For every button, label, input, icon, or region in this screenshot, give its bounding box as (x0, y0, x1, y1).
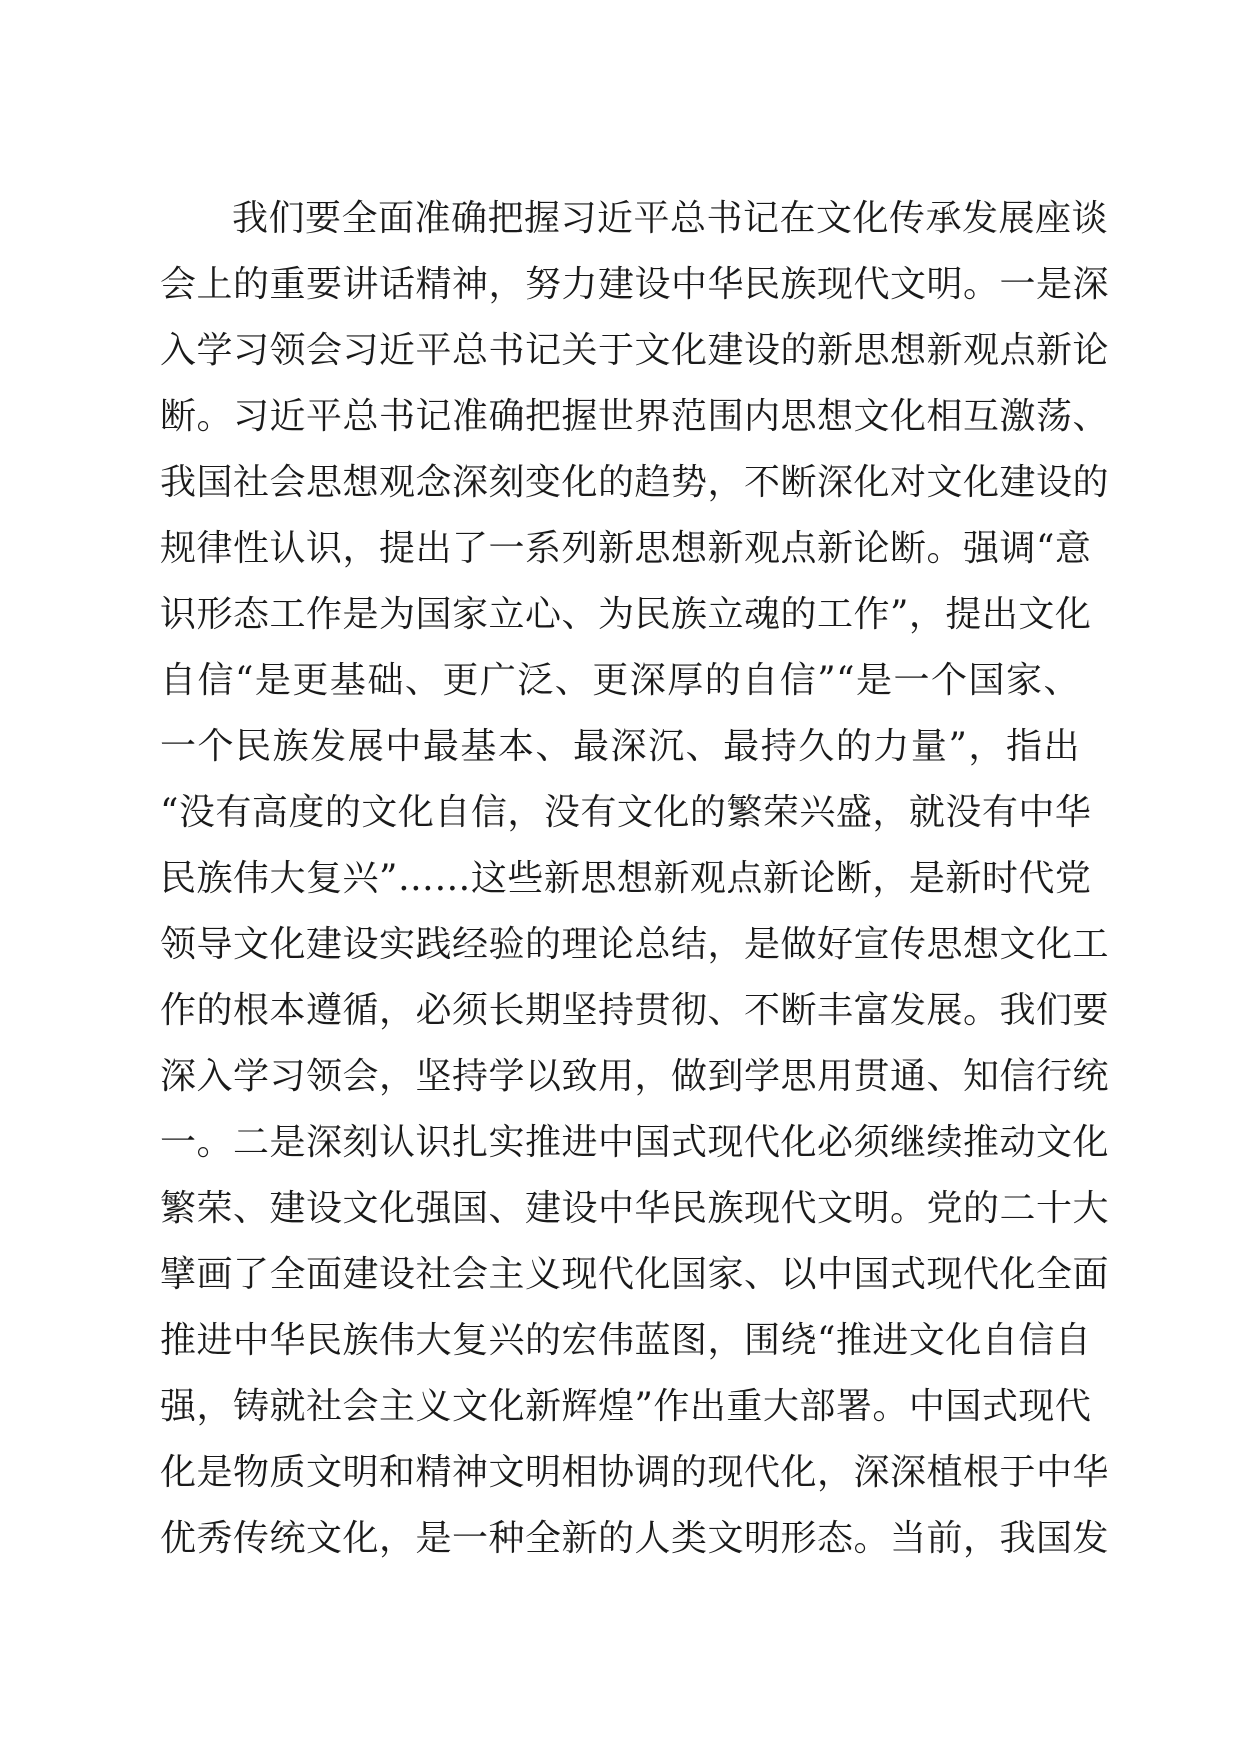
paragraph-line: 深入学习领会，坚持学以致用，做到学思用贯通、知信行统 (160, 1056, 1110, 1097)
paragraph-line: 繁荣、建设文化强国、建设中华民族现代文明。党的二十大 (160, 1188, 1110, 1229)
paragraph-line: 推进中华民族伟大复兴的宏伟蓝图，围绕“推进文化自信自 (160, 1320, 1092, 1361)
paragraph-line: 自信“是更基础、更广泛、更深厚的自信”“是一个国家、 (160, 660, 1080, 701)
paragraph-line: 民族伟大复兴”……这些新思想新观点新论断，是新时代党 (160, 858, 1092, 899)
paragraph-line: 一。二是深刻认识扎实推进中国式现代化必须继续推动文化 (160, 1122, 1110, 1163)
paragraph-line: 入学习领会习近平总书记关于文化建设的新思想新观点新论 (160, 330, 1110, 371)
paragraph-line: 会上的重要讲话精神，努力建设中华民族现代文明。一是深 (160, 264, 1110, 305)
body-paragraph (160, 186, 1110, 1572)
paragraph-line: “没有高度的文化自信，没有文化的繁荣兴盛，就没有中华 (160, 792, 1092, 833)
paragraph-line: 强，铸就社会主义文化新辉煌”作出重大部署。中国式现代 (160, 1386, 1092, 1427)
paragraph-line: 我们要全面准确把握习近平总书记在文化传承发展座谈 (232, 198, 1109, 239)
paragraph-line: 优秀传统文化，是一种全新的人类文明形态。当前，我国发 (160, 1518, 1110, 1559)
paragraph-line: 化是物质文明和精神文明相协调的现代化，深深植根于中华 (160, 1452, 1110, 1493)
paragraph-line: 断。习近平总书记准确把握世界范围内思想文化相互激荡、 (160, 396, 1110, 437)
paragraph-line: 一个民族发展中最基本、最深沉、最持久的力量”，指出 (160, 726, 1080, 767)
paragraph-line: 识形态工作是为国家立心、为民族立魂的工作”，提出文化 (160, 594, 1092, 635)
paragraph-line: 领导文化建设实践经验的理论总结，是做好宣传思想文化工 (160, 924, 1110, 965)
paragraph-line: 我国社会思想观念深刻变化的趋势，不断深化对文化建设的 (160, 462, 1110, 503)
paragraph-line: 规律性认识，提出了一系列新思想新观点新论断。强调“意 (160, 528, 1092, 569)
paragraph-line: 作的根本遵循，必须长期坚持贯彻、不断丰富发展。我们要 (160, 990, 1110, 1031)
paragraph-line: 擘画了全面建设社会主义现代化国家、以中国式现代化全面 (160, 1254, 1110, 1295)
